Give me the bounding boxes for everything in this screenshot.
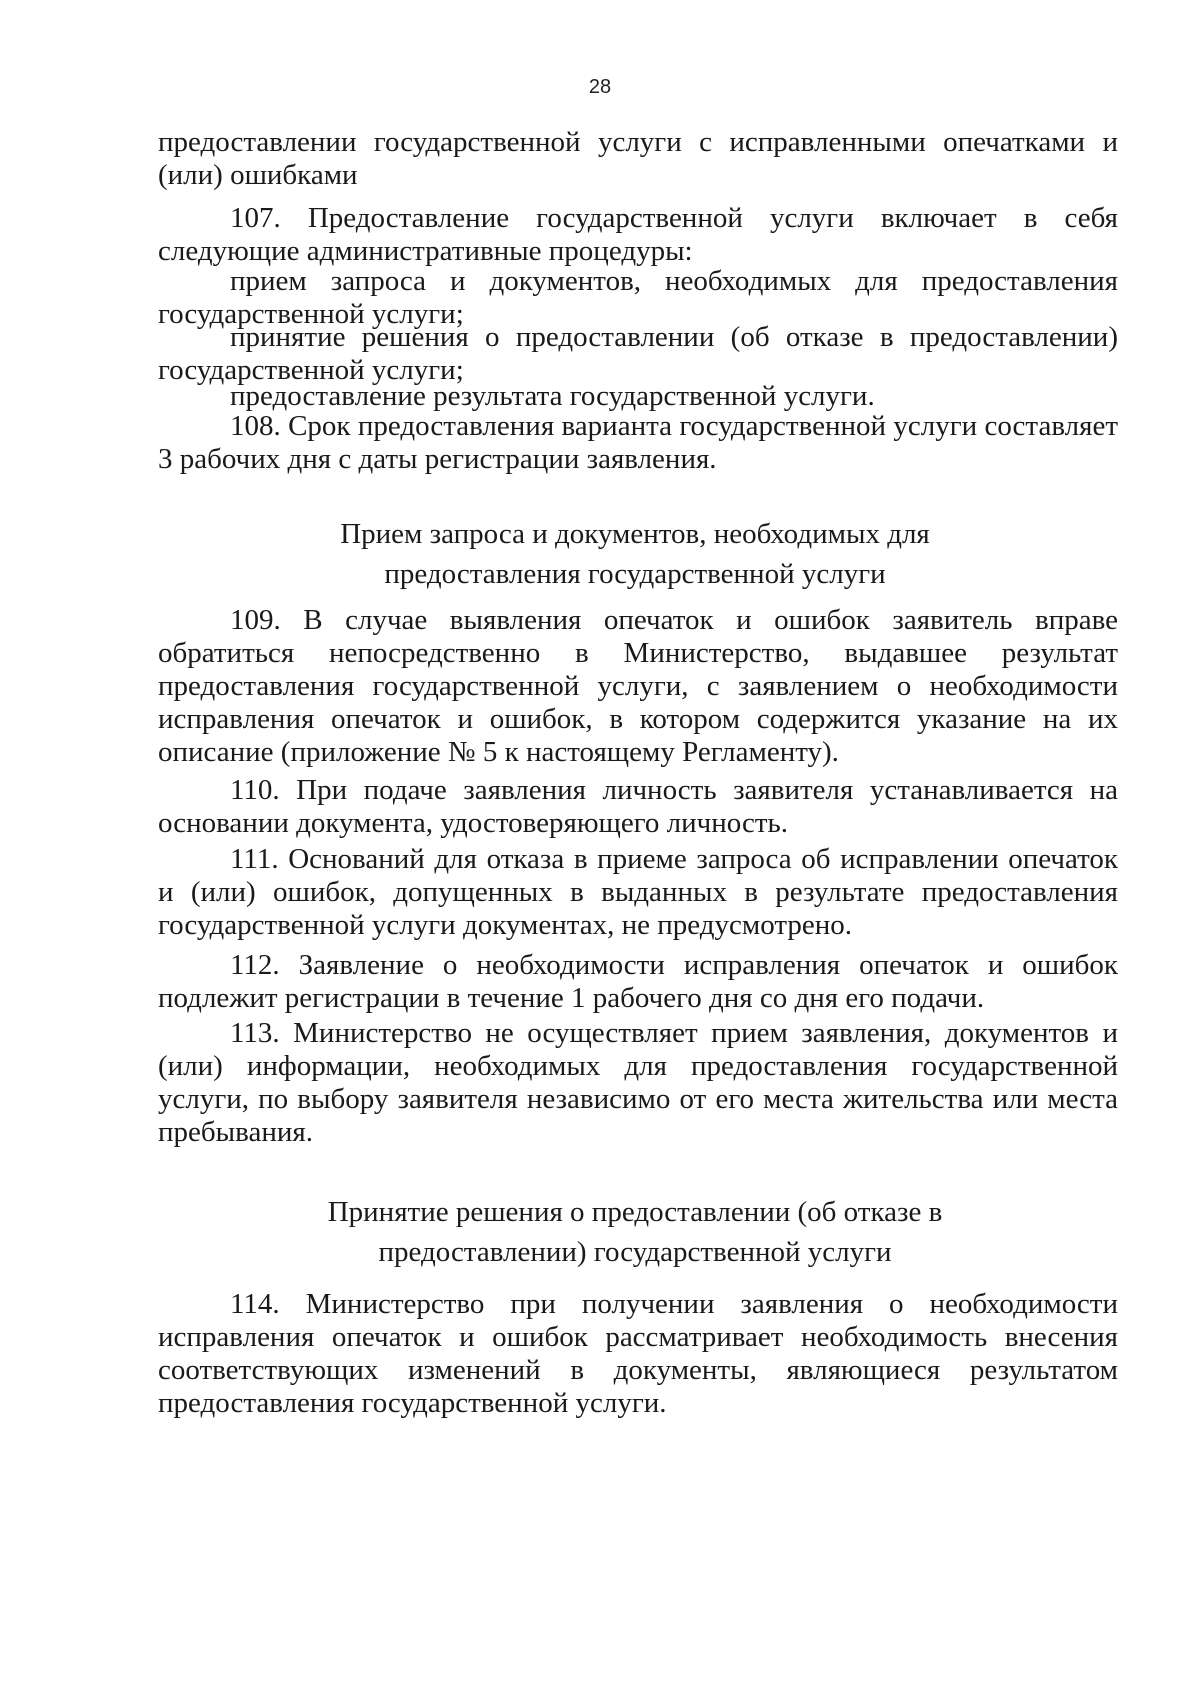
paragraph-113: 113. Министерство не осуществляет прием заявления, документов и (или) информации, необходимых для предоставления государственной услуги, по выбору заявителя независимо от его места жительства или места пребывания. (158, 1017, 1118, 1148)
paragraph-107-item-1: прием запроса и документов, необходимых для предоставления государственной услуги; (158, 265, 1118, 330)
paragraph-107-item-3: предоставление результата государственной услуги. (230, 380, 875, 412)
paragraph-110: 110. При подаче заявления личность заявителя устанавливается на основании документа, удостоверяющего личность. (158, 774, 1118, 839)
paragraph-114: 114. Министерство при получении заявления о необходимости исправления опечаток и ошибок рассматривает необходимость внесения соответствующих изменений в документы, являющиеся результатом предоставления государственной услуги. (158, 1288, 1118, 1419)
paragraph-111: 111. Оснований для отказа в приеме запроса об исправлении опечаток и (или) ошибок, допущенных в выданных в результате предоставления государственной услуги документах, не предусмотрено. (158, 843, 1118, 941)
paragraph-continuation: предоставлении государственной услуги с исправленными опечатками и (или) ошибками (158, 126, 1118, 191)
paragraph-112: 112. Заявление о необходимости исправления опечаток и ошибок подлежит регистрации в течение 1 рабочего дня со дня его подачи. (158, 949, 1118, 1014)
paragraph-107: 107. Предоставление государственной услуги включает в себя следующие административные процедуры: (158, 202, 1118, 267)
page-number: 28 (588, 76, 612, 98)
paragraph-108: 108. Срок предоставления варианта государственной услуги составляет 3 рабочих дня с даты регистрации заявления. (158, 410, 1118, 475)
section-heading-decision: Принятие решения о предоставлении (об отказе в предоставлении) государственной услуги (327, 1196, 943, 1268)
paragraph-107-item-2: принятие решения о предоставлении (об отказе в предоставлении) государственной услуги; (158, 321, 1118, 386)
paragraph-109: 109. В случае выявления опечаток и ошибок заявитель вправе обратиться непосредственно в Министерство, выдавшее результат предоставления государственной услуги, с заявлением о необходимости исправления опечаток и ошибок, в котором содержится указание на их описание (приложение № 5 к настоящему Регламенту). (158, 604, 1118, 768)
section-heading-reception: Прием запроса и документов, необходимых для предоставления государственной услуги (340, 518, 930, 590)
